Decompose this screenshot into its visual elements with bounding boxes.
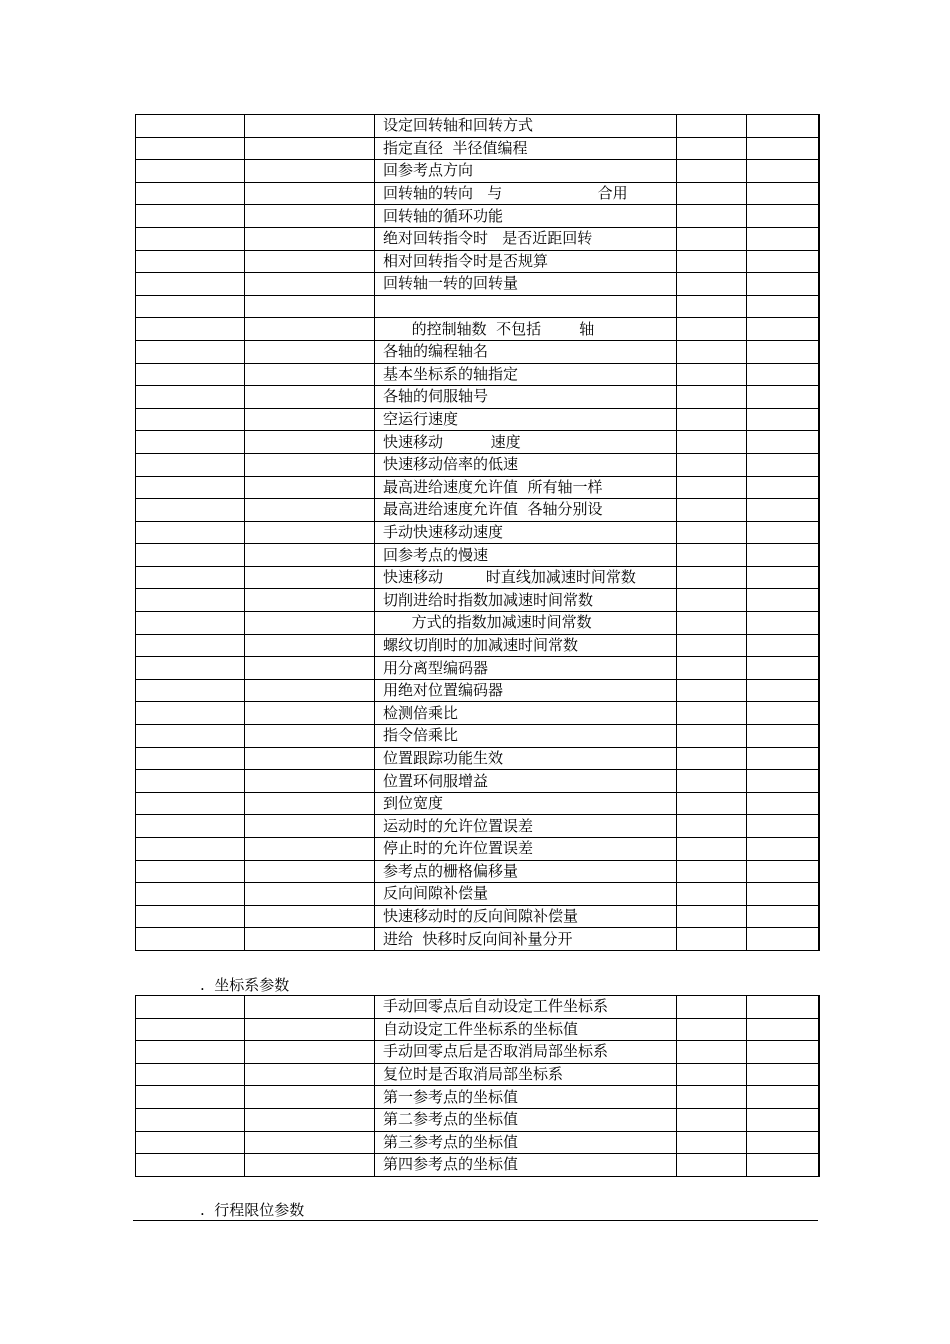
table-row: [136, 566, 819, 589]
param-value-cell: [677, 792, 747, 815]
param-value-cell: [677, 386, 747, 409]
param-value-cell: [677, 905, 747, 928]
param-name-cell: 停止时的允许位置误差: [375, 838, 677, 861]
param-note-cell: [747, 115, 819, 138]
table-row: [136, 453, 819, 476]
param-number-cell: [136, 634, 245, 657]
param-name-cell: 进给 快移时反向间补量分开: [375, 928, 677, 951]
table-row: [136, 589, 819, 612]
param-id-cell: [245, 1131, 375, 1154]
param-number-cell: [136, 838, 245, 861]
param-id-cell: [245, 566, 375, 589]
param-value-cell: [677, 227, 747, 250]
param-note-cell: [747, 883, 819, 906]
param-number-cell: [136, 205, 245, 228]
param-id-cell: [245, 928, 375, 951]
param-id-cell: [245, 453, 375, 476]
param-id-cell: [245, 702, 375, 725]
param-id-cell: [245, 634, 375, 657]
param-id-cell: [245, 792, 375, 815]
param-note-cell: [747, 815, 819, 838]
param-id-cell: [245, 182, 375, 205]
param-name-cell: 回参考点方向: [375, 160, 677, 183]
param-value-cell: [677, 521, 747, 544]
param-note-cell: [747, 363, 819, 386]
param-value-cell: [677, 205, 747, 228]
param-number-cell: [136, 1018, 245, 1041]
param-note-cell: [747, 521, 819, 544]
param-value-cell: [677, 883, 747, 906]
param-number-cell: [136, 453, 245, 476]
param-note-cell: [747, 1086, 819, 1109]
param-name-cell: [375, 295, 677, 318]
axis-parameter-rows: [136, 115, 819, 951]
param-number-cell: [136, 137, 245, 160]
param-name-cell: 最高进给速度允许值 所有轴一样: [375, 476, 677, 499]
param-number-cell: [136, 115, 245, 138]
param-name-cell: 反向间隙补偿量: [375, 883, 677, 906]
param-note-cell: [747, 453, 819, 476]
param-id-cell: [245, 137, 375, 160]
param-note-cell: [747, 431, 819, 454]
param-id-cell: [245, 340, 375, 363]
param-value-cell: [677, 702, 747, 725]
param-note-cell: [747, 1041, 819, 1064]
param-name-cell: 绝对回转指令时 是否近距回转: [375, 227, 677, 250]
param-note-cell: [747, 273, 819, 296]
param-id-cell: [245, 657, 375, 680]
param-note-cell: [747, 928, 819, 951]
param-id-cell: [245, 1086, 375, 1109]
param-value-cell: [677, 1131, 747, 1154]
param-id-cell: [245, 612, 375, 635]
param-note-cell: [747, 725, 819, 748]
table-row: [136, 205, 819, 228]
param-value-cell: [677, 363, 747, 386]
table-row: [136, 250, 819, 273]
param-note-cell: [747, 634, 819, 657]
param-id-cell: [245, 295, 375, 318]
param-note-cell: [747, 250, 819, 273]
param-number-cell: [136, 905, 245, 928]
table-row: [136, 340, 819, 363]
table-row: [136, 431, 819, 454]
param-id-cell: [245, 996, 375, 1019]
param-number-cell: [136, 250, 245, 273]
param-id-cell: [245, 770, 375, 793]
param-note-cell: [747, 318, 819, 341]
table-row: [136, 883, 819, 906]
param-id-cell: [245, 205, 375, 228]
table-row: [136, 499, 819, 522]
param-number-cell: [136, 612, 245, 635]
table-row: [136, 792, 819, 815]
param-name-cell: 第一参考点的坐标值: [375, 1086, 677, 1109]
table-row: [136, 702, 819, 725]
param-note-cell: [747, 996, 819, 1019]
param-note-cell: [747, 679, 819, 702]
param-number-cell: [136, 227, 245, 250]
param-value-cell: [677, 295, 747, 318]
param-name-cell: 螺纹切削时的加减速时间常数: [375, 634, 677, 657]
param-value-cell: [677, 1041, 747, 1064]
param-name-cell: 第二参考点的坐标值: [375, 1108, 677, 1131]
param-id-cell: [245, 521, 375, 544]
coordinate-parameter-rows: [136, 996, 819, 1177]
param-note-cell: [747, 905, 819, 928]
table-row: [136, 725, 819, 748]
param-name-cell: 基本坐标系的轴指定: [375, 363, 677, 386]
table-row: [136, 544, 819, 567]
param-value-cell: [677, 1108, 747, 1131]
param-number-cell: [136, 928, 245, 951]
param-id-cell: [245, 431, 375, 454]
param-value-cell: [677, 476, 747, 499]
table-row: [136, 137, 819, 160]
param-number-cell: [136, 160, 245, 183]
param-note-cell: [747, 544, 819, 567]
table-row: [136, 634, 819, 657]
param-name-cell: 第三参考点的坐标值: [375, 1131, 677, 1154]
param-name-cell: 回转轴的转向 与 合用: [375, 182, 677, 205]
table-row: [136, 612, 819, 635]
param-name-cell: 指令倍乘比: [375, 725, 677, 748]
section-heading-coordinate-params: . 坐标系参数: [200, 976, 290, 994]
param-id-cell: [245, 408, 375, 431]
param-id-cell: [245, 883, 375, 906]
param-note-cell: [747, 499, 819, 522]
param-name-cell: 各轴的编程轴名: [375, 340, 677, 363]
param-number-cell: [136, 1063, 245, 1086]
param-id-cell: [245, 905, 375, 928]
param-name-cell: 设定回转轴和回转方式: [375, 115, 677, 138]
param-id-cell: [245, 725, 375, 748]
param-note-cell: [747, 612, 819, 635]
param-name-cell: 用分离型编码器: [375, 657, 677, 680]
param-note-cell: [747, 792, 819, 815]
param-value-cell: [677, 137, 747, 160]
param-value-cell: [677, 928, 747, 951]
param-note-cell: [747, 386, 819, 409]
param-name-cell: 运动时的允许位置误差: [375, 815, 677, 838]
param-name-cell: 切削进给时指数加减速时间常数: [375, 589, 677, 612]
param-number-cell: [136, 702, 245, 725]
param-number-cell: [136, 792, 245, 815]
param-value-cell: [677, 838, 747, 861]
param-note-cell: [747, 747, 819, 770]
param-value-cell: [677, 115, 747, 138]
param-name-cell: 最高进给速度允许值 各轴分别设: [375, 499, 677, 522]
param-note-cell: [747, 702, 819, 725]
table-row: [136, 160, 819, 183]
param-id-cell: [245, 1063, 375, 1086]
param-value-cell: [677, 1018, 747, 1041]
table-row: [136, 295, 819, 318]
param-value-cell: [677, 408, 747, 431]
param-note-cell: [747, 860, 819, 883]
param-value-cell: [677, 657, 747, 680]
param-id-cell: [245, 1108, 375, 1131]
table-row: [136, 1154, 819, 1177]
table-row: [136, 770, 819, 793]
param-note-cell: [747, 408, 819, 431]
param-note-cell: [747, 160, 819, 183]
param-value-cell: [677, 544, 747, 567]
table-row: [136, 115, 819, 138]
table-row: [136, 386, 819, 409]
section-divider: [133, 1220, 818, 1221]
param-note-cell: [747, 227, 819, 250]
param-value-cell: [677, 860, 747, 883]
param-name-cell: 回转轴的循环功能: [375, 205, 677, 228]
table-row: [136, 679, 819, 702]
param-value-cell: [677, 612, 747, 635]
param-id-cell: [245, 860, 375, 883]
param-note-cell: [747, 182, 819, 205]
param-name-cell: 检测倍乘比: [375, 702, 677, 725]
param-id-cell: [245, 589, 375, 612]
param-name-cell: 快速移动时的反向间隙补偿量: [375, 905, 677, 928]
coordinate-parameter-table: [135, 995, 820, 1177]
param-note-cell: [747, 1018, 819, 1041]
param-name-cell: 自动设定工件坐标系的坐标值: [375, 1018, 677, 1041]
param-name-cell: 复位时是否取消局部坐标系: [375, 1063, 677, 1086]
param-note-cell: [747, 838, 819, 861]
param-number-cell: [136, 725, 245, 748]
param-number-cell: [136, 182, 245, 205]
axis-parameter-table: [135, 114, 820, 951]
param-number-cell: [136, 318, 245, 341]
table-row: [136, 273, 819, 296]
param-value-cell: [677, 453, 747, 476]
param-name-cell: 空运行速度: [375, 408, 677, 431]
param-value-cell: [677, 679, 747, 702]
param-value-cell: [677, 182, 747, 205]
param-note-cell: [747, 589, 819, 612]
param-number-cell: [136, 476, 245, 499]
param-value-cell: [677, 431, 747, 454]
param-number-cell: [136, 883, 245, 906]
param-number-cell: [136, 340, 245, 363]
table-row: [136, 1086, 819, 1109]
param-value-cell: [677, 1063, 747, 1086]
table-row: [136, 1108, 819, 1131]
param-id-cell: [245, 227, 375, 250]
table-row: [136, 996, 819, 1019]
param-id-cell: [245, 363, 375, 386]
param-id-cell: [245, 1041, 375, 1064]
param-name-cell: 的控制轴数 不包括 轴: [375, 318, 677, 341]
param-value-cell: [677, 634, 747, 657]
param-number-cell: [136, 363, 245, 386]
param-name-cell: 回转轴一转的回转量: [375, 273, 677, 296]
param-id-cell: [245, 476, 375, 499]
param-note-cell: [747, 295, 819, 318]
param-number-cell: [136, 273, 245, 296]
param-id-cell: [245, 815, 375, 838]
param-note-cell: [747, 476, 819, 499]
param-number-cell: [136, 1041, 245, 1064]
param-number-cell: [136, 747, 245, 770]
table-row: [136, 905, 819, 928]
param-number-cell: [136, 499, 245, 522]
param-number-cell: [136, 770, 245, 793]
param-name-cell: 到位宽度: [375, 792, 677, 815]
param-id-cell: [245, 679, 375, 702]
param-value-cell: [677, 725, 747, 748]
param-value-cell: [677, 589, 747, 612]
param-number-cell: [136, 544, 245, 567]
param-name-cell: 回参考点的慢速: [375, 544, 677, 567]
param-value-cell: [677, 747, 747, 770]
table-row: [136, 318, 819, 341]
param-id-cell: [245, 386, 375, 409]
param-number-cell: [136, 679, 245, 702]
table-row: [136, 657, 819, 680]
param-note-cell: [747, 657, 819, 680]
param-name-cell: 手动快速移动速度: [375, 521, 677, 544]
param-number-cell: [136, 386, 245, 409]
param-name-cell: 位置跟踪功能生效: [375, 747, 677, 770]
table-row: [136, 928, 819, 951]
param-value-cell: [677, 770, 747, 793]
param-number-cell: [136, 408, 245, 431]
param-value-cell: [677, 996, 747, 1019]
table-row: [136, 1041, 819, 1064]
param-name-cell: 快速移动倍率的低速: [375, 453, 677, 476]
param-id-cell: [245, 544, 375, 567]
param-number-cell: [136, 1154, 245, 1177]
table-row: [136, 1063, 819, 1086]
param-note-cell: [747, 1154, 819, 1177]
param-note-cell: [747, 205, 819, 228]
param-id-cell: [245, 838, 375, 861]
param-name-cell: 用绝对位置编码器: [375, 679, 677, 702]
table-row: [136, 182, 819, 205]
param-id-cell: [245, 499, 375, 522]
param-name-cell: 手动回零点后是否取消局部坐标系: [375, 1041, 677, 1064]
param-name-cell: 方式的指数加减速时间常数: [375, 612, 677, 635]
param-name-cell: 快速移动 时直线加减速时间常数: [375, 566, 677, 589]
table-row: [136, 1131, 819, 1154]
param-id-cell: [245, 250, 375, 273]
table-row: [136, 860, 819, 883]
table-row: [136, 408, 819, 431]
param-note-cell: [747, 137, 819, 160]
param-name-cell: 位置环伺服增益: [375, 770, 677, 793]
table-row: [136, 476, 819, 499]
param-number-cell: [136, 1086, 245, 1109]
table-row: [136, 227, 819, 250]
param-name-cell: 相对回转指令时是否规算: [375, 250, 677, 273]
param-number-cell: [136, 657, 245, 680]
param-name-cell: 各轴的伺服轴号: [375, 386, 677, 409]
param-name-cell: 手动回零点后自动设定工件坐标系: [375, 996, 677, 1019]
param-note-cell: [747, 770, 819, 793]
param-value-cell: [677, 273, 747, 296]
param-value-cell: [677, 566, 747, 589]
table-row: [136, 363, 819, 386]
param-id-cell: [245, 115, 375, 138]
param-number-cell: [136, 860, 245, 883]
param-note-cell: [747, 1063, 819, 1086]
param-id-cell: [245, 747, 375, 770]
param-id-cell: [245, 318, 375, 341]
param-number-cell: [136, 1108, 245, 1131]
section-heading-stroke-limit-params: . 行程限位参数: [200, 1201, 305, 1219]
param-name-cell: 快速移动 速度: [375, 431, 677, 454]
param-id-cell: [245, 1018, 375, 1041]
param-name-cell: 第四参考点的坐标值: [375, 1154, 677, 1177]
param-number-cell: [136, 295, 245, 318]
param-number-cell: [136, 589, 245, 612]
param-number-cell: [136, 1131, 245, 1154]
param-value-cell: [677, 499, 747, 522]
param-number-cell: [136, 566, 245, 589]
param-value-cell: [677, 340, 747, 363]
param-number-cell: [136, 815, 245, 838]
table-row: [136, 838, 819, 861]
param-note-cell: [747, 1108, 819, 1131]
table-row: [136, 815, 819, 838]
param-value-cell: [677, 318, 747, 341]
param-number-cell: [136, 431, 245, 454]
param-note-cell: [747, 1131, 819, 1154]
param-value-cell: [677, 1154, 747, 1177]
param-name-cell: 指定直径 半径值编程: [375, 137, 677, 160]
param-number-cell: [136, 996, 245, 1019]
param-note-cell: [747, 340, 819, 363]
table-row: [136, 1018, 819, 1041]
param-number-cell: [136, 521, 245, 544]
table-row: [136, 521, 819, 544]
param-value-cell: [677, 815, 747, 838]
param-note-cell: [747, 566, 819, 589]
param-value-cell: [677, 1086, 747, 1109]
param-id-cell: [245, 1154, 375, 1177]
table-row: [136, 747, 819, 770]
param-value-cell: [677, 160, 747, 183]
param-id-cell: [245, 273, 375, 296]
param-name-cell: 参考点的栅格偏移量: [375, 860, 677, 883]
param-value-cell: [677, 250, 747, 273]
param-id-cell: [245, 160, 375, 183]
